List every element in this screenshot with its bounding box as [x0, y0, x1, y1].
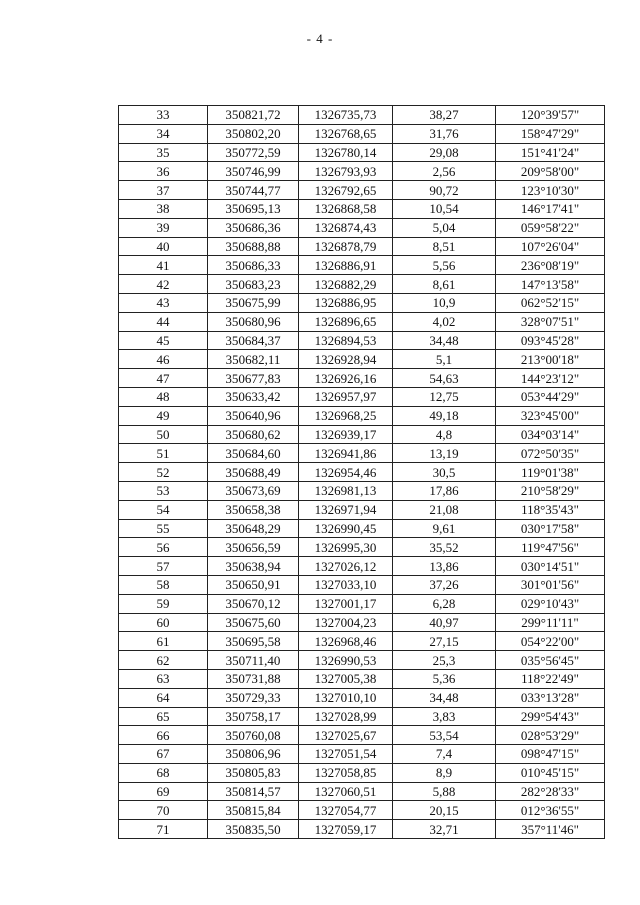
point-number-cell: 42: [119, 275, 208, 294]
distance-cell: 30,5: [393, 463, 496, 482]
table-row: [119, 293, 605, 312]
x-coordinate-cell: 350650,91: [208, 575, 299, 594]
x-coordinate-cell: 350683,23: [208, 275, 299, 294]
point-number-cell: 39: [119, 218, 208, 237]
table-row: [119, 181, 605, 200]
y-coordinate-cell: 1326971,94: [299, 500, 393, 519]
y-coordinate-cell: 1326990,45: [299, 519, 393, 538]
bearing-cell: 028°53'29": [496, 726, 605, 745]
distance-cell: 40,97: [393, 613, 496, 632]
x-coordinate-cell: 350802,20: [208, 124, 299, 143]
distance-cell: 34,48: [393, 331, 496, 350]
table-row: [119, 256, 605, 275]
bearing-cell: 059°58'22": [496, 218, 605, 237]
point-number-cell: 51: [119, 444, 208, 463]
bearing-cell: 053°44'29": [496, 387, 605, 406]
point-number-cell: 71: [119, 820, 208, 839]
x-coordinate-cell: 350658,38: [208, 500, 299, 519]
point-number-cell: 65: [119, 707, 208, 726]
distance-cell: 13,19: [393, 444, 496, 463]
table-row: [119, 707, 605, 726]
y-coordinate-cell: 1326868,58: [299, 199, 393, 218]
x-coordinate-cell: 350814,57: [208, 782, 299, 801]
table-row: [119, 594, 605, 613]
x-coordinate-cell: 350744,77: [208, 181, 299, 200]
table-row: [119, 538, 605, 557]
table-row: [119, 387, 605, 406]
y-coordinate-cell: 1326968,46: [299, 632, 393, 651]
bearing-cell: 118°35'43": [496, 500, 605, 519]
distance-cell: 54,63: [393, 369, 496, 388]
bearing-cell: 299°11'11": [496, 613, 605, 632]
distance-cell: 4,8: [393, 425, 496, 444]
point-number-cell: 69: [119, 782, 208, 801]
table-row: [119, 199, 605, 218]
bearing-cell: 093°45'28": [496, 331, 605, 350]
bearing-cell: 072°50'35": [496, 444, 605, 463]
x-coordinate-cell: 350731,88: [208, 669, 299, 688]
point-number-cell: 55: [119, 519, 208, 538]
y-coordinate-cell: 1326768,65: [299, 124, 393, 143]
bearing-cell: 123°10'30": [496, 181, 605, 200]
table-row: [119, 688, 605, 707]
table-row: [119, 406, 605, 425]
bearing-cell: 119°01'38": [496, 463, 605, 482]
bearing-cell: 282°28'33": [496, 782, 605, 801]
x-coordinate-cell: 350673,69: [208, 481, 299, 500]
bearing-cell: 030°14'51": [496, 557, 605, 576]
y-coordinate-cell: 1326882,29: [299, 275, 393, 294]
y-coordinate-cell: 1326968,25: [299, 406, 393, 425]
x-coordinate-cell: 350686,33: [208, 256, 299, 275]
distance-cell: 5,56: [393, 256, 496, 275]
point-number-cell: 54: [119, 500, 208, 519]
distance-cell: 21,08: [393, 500, 496, 519]
bearing-cell: 030°17'58": [496, 519, 605, 538]
table-row: [119, 651, 605, 670]
x-coordinate-cell: 350758,17: [208, 707, 299, 726]
bearing-cell: 213°00'18": [496, 350, 605, 369]
x-coordinate-cell: 350805,83: [208, 763, 299, 782]
table-row: [119, 312, 605, 331]
table-row: [119, 801, 605, 820]
bearing-cell: 328°07'51": [496, 312, 605, 331]
y-coordinate-cell: 1326894,53: [299, 331, 393, 350]
table-row: [119, 745, 605, 764]
distance-cell: 37,26: [393, 575, 496, 594]
table-row: [119, 763, 605, 782]
bearing-cell: 012°36'55": [496, 801, 605, 820]
point-number-cell: 46: [119, 350, 208, 369]
x-coordinate-cell: 350729,33: [208, 688, 299, 707]
table-row: [119, 557, 605, 576]
point-number-cell: 43: [119, 293, 208, 312]
distance-cell: 8,51: [393, 237, 496, 256]
point-number-cell: 36: [119, 162, 208, 181]
distance-cell: 5,04: [393, 218, 496, 237]
table-row: [119, 425, 605, 444]
y-coordinate-cell: 1327051,54: [299, 745, 393, 764]
table-row: [119, 444, 605, 463]
bearing-cell: 147°13'58": [496, 275, 605, 294]
bearing-cell: 144°23'12": [496, 369, 605, 388]
distance-cell: 10,9: [393, 293, 496, 312]
bearing-cell: 357°11'46": [496, 820, 605, 839]
bearing-cell: 210°58'29": [496, 481, 605, 500]
point-number-cell: 33: [119, 106, 208, 125]
y-coordinate-cell: 1326735,73: [299, 106, 393, 125]
point-number-cell: 48: [119, 387, 208, 406]
distance-cell: 8,9: [393, 763, 496, 782]
y-coordinate-cell: 1326957,97: [299, 387, 393, 406]
distance-cell: 8,61: [393, 275, 496, 294]
x-coordinate-cell: 350686,36: [208, 218, 299, 237]
y-coordinate-cell: 1326886,91: [299, 256, 393, 275]
y-coordinate-cell: 1327004,23: [299, 613, 393, 632]
table-row: [119, 275, 605, 294]
page-number: - 4 -: [306, 31, 334, 46]
table-row: [119, 237, 605, 256]
point-number-cell: 61: [119, 632, 208, 651]
y-coordinate-cell: 1327054,77: [299, 801, 393, 820]
point-number-cell: 63: [119, 669, 208, 688]
bearing-cell: 236°08'19": [496, 256, 605, 275]
x-coordinate-cell: 350682,11: [208, 350, 299, 369]
y-coordinate-cell: 1326874,43: [299, 218, 393, 237]
x-coordinate-cell: 350711,40: [208, 651, 299, 670]
y-coordinate-cell: 1327001,17: [299, 594, 393, 613]
x-coordinate-cell: 350677,83: [208, 369, 299, 388]
x-coordinate-cell: 350806,96: [208, 745, 299, 764]
x-coordinate-cell: 350746,99: [208, 162, 299, 181]
distance-cell: 31,76: [393, 124, 496, 143]
x-coordinate-cell: 350684,60: [208, 444, 299, 463]
y-coordinate-cell: 1327028,99: [299, 707, 393, 726]
bearing-cell: 118°22'49": [496, 669, 605, 688]
y-coordinate-cell: 1327010,10: [299, 688, 393, 707]
point-number-cell: 47: [119, 369, 208, 388]
bearing-cell: 035°56'45": [496, 651, 605, 670]
distance-cell: 12,75: [393, 387, 496, 406]
point-number-cell: 68: [119, 763, 208, 782]
y-coordinate-cell: 1326941,86: [299, 444, 393, 463]
point-number-cell: 67: [119, 745, 208, 764]
distance-cell: 20,15: [393, 801, 496, 820]
y-coordinate-cell: 1326995,30: [299, 538, 393, 557]
bearing-cell: 323°45'00": [496, 406, 605, 425]
x-coordinate-cell: 350821,72: [208, 106, 299, 125]
x-coordinate-cell: 350772,59: [208, 143, 299, 162]
point-number-cell: 49: [119, 406, 208, 425]
y-coordinate-cell: 1326793,93: [299, 162, 393, 181]
y-coordinate-cell: 1327033,10: [299, 575, 393, 594]
x-coordinate-cell: 350760,08: [208, 726, 299, 745]
x-coordinate-cell: 350688,49: [208, 463, 299, 482]
table-row: [119, 481, 605, 500]
distance-cell: 2,56: [393, 162, 496, 181]
bearing-cell: 033°13'28": [496, 688, 605, 707]
point-number-cell: 58: [119, 575, 208, 594]
y-coordinate-cell: 1326926,16: [299, 369, 393, 388]
table-row: [119, 106, 605, 125]
bearing-cell: 119°47'56": [496, 538, 605, 557]
bearing-cell: 299°54'43": [496, 707, 605, 726]
x-coordinate-cell: 350695,13: [208, 199, 299, 218]
x-coordinate-cell: 350640,96: [208, 406, 299, 425]
distance-cell: 90,72: [393, 181, 496, 200]
distance-cell: 25,3: [393, 651, 496, 670]
point-number-cell: 66: [119, 726, 208, 745]
table-row: [119, 669, 605, 688]
table-row: [119, 500, 605, 519]
y-coordinate-cell: 1326954,46: [299, 463, 393, 482]
point-number-cell: 60: [119, 613, 208, 632]
point-number-cell: 38: [119, 199, 208, 218]
y-coordinate-cell: 1326896,65: [299, 312, 393, 331]
point-number-cell: 53: [119, 481, 208, 500]
coordinates-table: [118, 105, 605, 839]
point-number-cell: 57: [119, 557, 208, 576]
distance-cell: 9,61: [393, 519, 496, 538]
y-coordinate-cell: 1327059,17: [299, 820, 393, 839]
distance-cell: 17,86: [393, 481, 496, 500]
x-coordinate-cell: 350684,37: [208, 331, 299, 350]
x-coordinate-cell: 350815,84: [208, 801, 299, 820]
coordinates-table-body: [119, 106, 605, 839]
point-number-cell: 62: [119, 651, 208, 670]
bearing-cell: 301°01'56": [496, 575, 605, 594]
y-coordinate-cell: 1327058,85: [299, 763, 393, 782]
point-number-cell: 50: [119, 425, 208, 444]
table-row: [119, 519, 605, 538]
bearing-cell: 107°26'04": [496, 237, 605, 256]
table-row: [119, 632, 605, 651]
table-row: [119, 782, 605, 801]
point-number-cell: 41: [119, 256, 208, 275]
x-coordinate-cell: 350638,94: [208, 557, 299, 576]
x-coordinate-cell: 350675,99: [208, 293, 299, 312]
y-coordinate-cell: 1326792,65: [299, 181, 393, 200]
point-number-cell: 56: [119, 538, 208, 557]
x-coordinate-cell: 350670,12: [208, 594, 299, 613]
y-coordinate-cell: 1327025,67: [299, 726, 393, 745]
point-number-cell: 45: [119, 331, 208, 350]
distance-cell: 5,1: [393, 350, 496, 369]
distance-cell: 3,83: [393, 707, 496, 726]
y-coordinate-cell: 1326886,95: [299, 293, 393, 312]
distance-cell: 29,08: [393, 143, 496, 162]
distance-cell: 49,18: [393, 406, 496, 425]
bearing-cell: 158°47'29": [496, 124, 605, 143]
table-row: [119, 350, 605, 369]
table-row: [119, 575, 605, 594]
x-coordinate-cell: 350656,59: [208, 538, 299, 557]
table-row: [119, 463, 605, 482]
table-row: [119, 143, 605, 162]
y-coordinate-cell: 1326878,79: [299, 237, 393, 256]
x-coordinate-cell: 350675,60: [208, 613, 299, 632]
y-coordinate-cell: 1326939,17: [299, 425, 393, 444]
distance-cell: 4,02: [393, 312, 496, 331]
distance-cell: 5,88: [393, 782, 496, 801]
table-row: [119, 162, 605, 181]
bearing-cell: 029°10'43": [496, 594, 605, 613]
table-row: [119, 820, 605, 839]
bearing-cell: 146°17'41": [496, 199, 605, 218]
point-number-cell: 44: [119, 312, 208, 331]
point-number-cell: 34: [119, 124, 208, 143]
table-row: [119, 613, 605, 632]
y-coordinate-cell: 1327026,12: [299, 557, 393, 576]
distance-cell: 5,36: [393, 669, 496, 688]
table-row: [119, 726, 605, 745]
point-number-cell: 70: [119, 801, 208, 820]
point-number-cell: 64: [119, 688, 208, 707]
table-row: [119, 124, 605, 143]
x-coordinate-cell: 350688,88: [208, 237, 299, 256]
x-coordinate-cell: 350633,42: [208, 387, 299, 406]
distance-cell: 6,28: [393, 594, 496, 613]
bearing-cell: 120°39'57": [496, 106, 605, 125]
distance-cell: 13,86: [393, 557, 496, 576]
y-coordinate-cell: 1327005,38: [299, 669, 393, 688]
bearing-cell: 062°52'15": [496, 293, 605, 312]
distance-cell: 32,71: [393, 820, 496, 839]
table-row: [119, 369, 605, 388]
distance-cell: 35,52: [393, 538, 496, 557]
y-coordinate-cell: 1326981,13: [299, 481, 393, 500]
y-coordinate-cell: 1326928,94: [299, 350, 393, 369]
distance-cell: 10,54: [393, 199, 496, 218]
y-coordinate-cell: 1326990,53: [299, 651, 393, 670]
bearing-cell: 209°58'00": [496, 162, 605, 181]
point-number-cell: 35: [119, 143, 208, 162]
point-number-cell: 52: [119, 463, 208, 482]
distance-cell: 38,27: [393, 106, 496, 125]
x-coordinate-cell: 350835,50: [208, 820, 299, 839]
x-coordinate-cell: 350680,96: [208, 312, 299, 331]
x-coordinate-cell: 350648,29: [208, 519, 299, 538]
bearing-cell: 010°45'15": [496, 763, 605, 782]
distance-cell: 53,54: [393, 726, 496, 745]
bearing-cell: 054°22'00": [496, 632, 605, 651]
y-coordinate-cell: 1327060,51: [299, 782, 393, 801]
bearing-cell: 151°41'24": [496, 143, 605, 162]
distance-cell: 27,15: [393, 632, 496, 651]
distance-cell: 34,48: [393, 688, 496, 707]
table-row: [119, 331, 605, 350]
x-coordinate-cell: 350680,62: [208, 425, 299, 444]
x-coordinate-cell: 350695,58: [208, 632, 299, 651]
point-number-cell: 40: [119, 237, 208, 256]
point-number-cell: 37: [119, 181, 208, 200]
point-number-cell: 59: [119, 594, 208, 613]
table-row: [119, 218, 605, 237]
distance-cell: 7,4: [393, 745, 496, 764]
y-coordinate-cell: 1326780,14: [299, 143, 393, 162]
bearing-cell: 034°03'14": [496, 425, 605, 444]
bearing-cell: 098°47'15": [496, 745, 605, 764]
